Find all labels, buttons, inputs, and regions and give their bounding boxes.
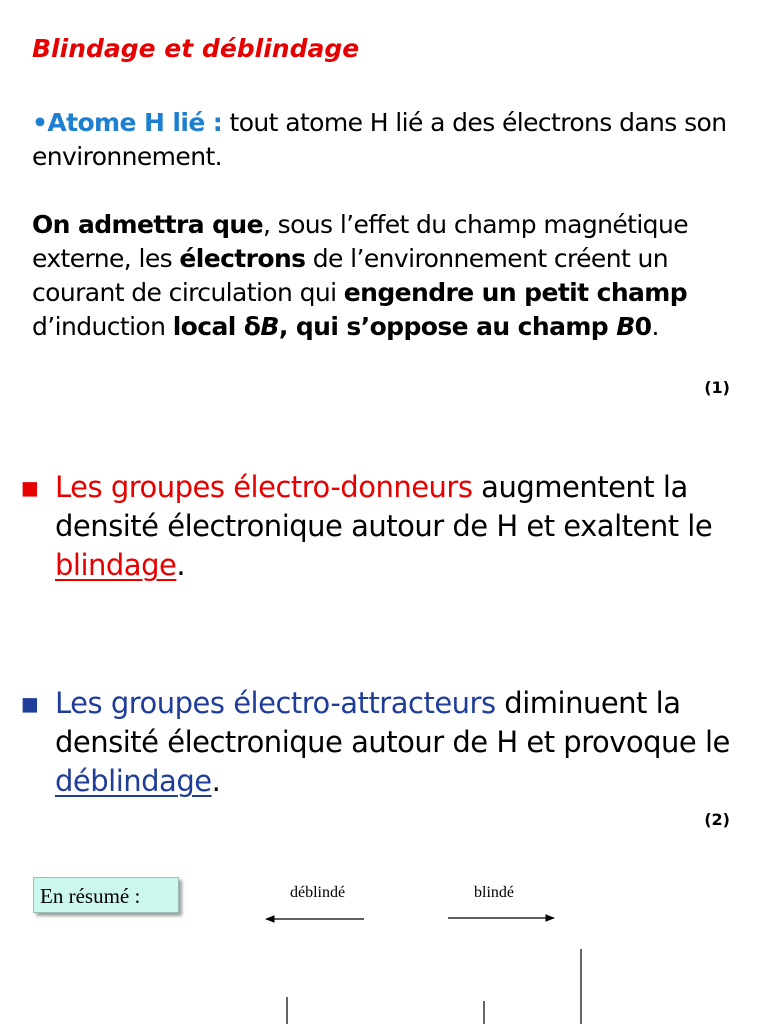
p2-s4: de l’environnement créent un courant de circulation qui bbox=[32, 244, 668, 307]
b2-term: déblindage bbox=[55, 764, 212, 798]
p2-s7: local δ bbox=[172, 312, 261, 341]
p2-s9: , qui s’oppose au champ bbox=[278, 312, 617, 341]
p2-s2: , sous l’effet du champ magnétique externe, les bbox=[32, 210, 688, 273]
reference-1: (1) bbox=[704, 378, 730, 397]
p2-s11: 0 bbox=[634, 312, 652, 341]
p2-s12: . bbox=[651, 312, 659, 341]
blinde-label: blindé bbox=[474, 884, 514, 901]
atome-h-text: tout atome H lié a des électrons dans son environnement. bbox=[32, 108, 727, 171]
p2-s3: électrons bbox=[179, 244, 306, 273]
bullet-marker: ▪ bbox=[20, 470, 40, 504]
p2-s5: engendre un petit champ bbox=[343, 278, 688, 307]
b2-lead: Les groupes électro-attracteurs bbox=[55, 686, 496, 720]
atome-h-label: •Atome H lié : bbox=[32, 108, 223, 137]
reference-2: (2) bbox=[704, 810, 730, 829]
p2-s1: On admettra que bbox=[32, 210, 263, 239]
bullet-marker: ▪ bbox=[20, 686, 40, 720]
page-title: Blindage et déblindage bbox=[32, 34, 360, 63]
b2-text: diminuent la densité électronique autour de H et provoque le bbox=[55, 686, 730, 759]
p2-s10: B bbox=[616, 312, 635, 341]
p2-s6: d’induction bbox=[32, 312, 173, 341]
p2-s8: B bbox=[260, 312, 279, 341]
summary-label-box: En résumé : bbox=[33, 877, 179, 913]
b1-lead: Les groupes électro-donneurs bbox=[55, 470, 473, 504]
b1-text: augmentent la densité électronique autour de H et exaltent le bbox=[55, 470, 713, 543]
b1-term: blindage bbox=[55, 548, 177, 582]
b2-end: . bbox=[211, 764, 221, 798]
b1-end: . bbox=[176, 548, 186, 582]
deblinde-label: déblindé bbox=[290, 884, 346, 901]
